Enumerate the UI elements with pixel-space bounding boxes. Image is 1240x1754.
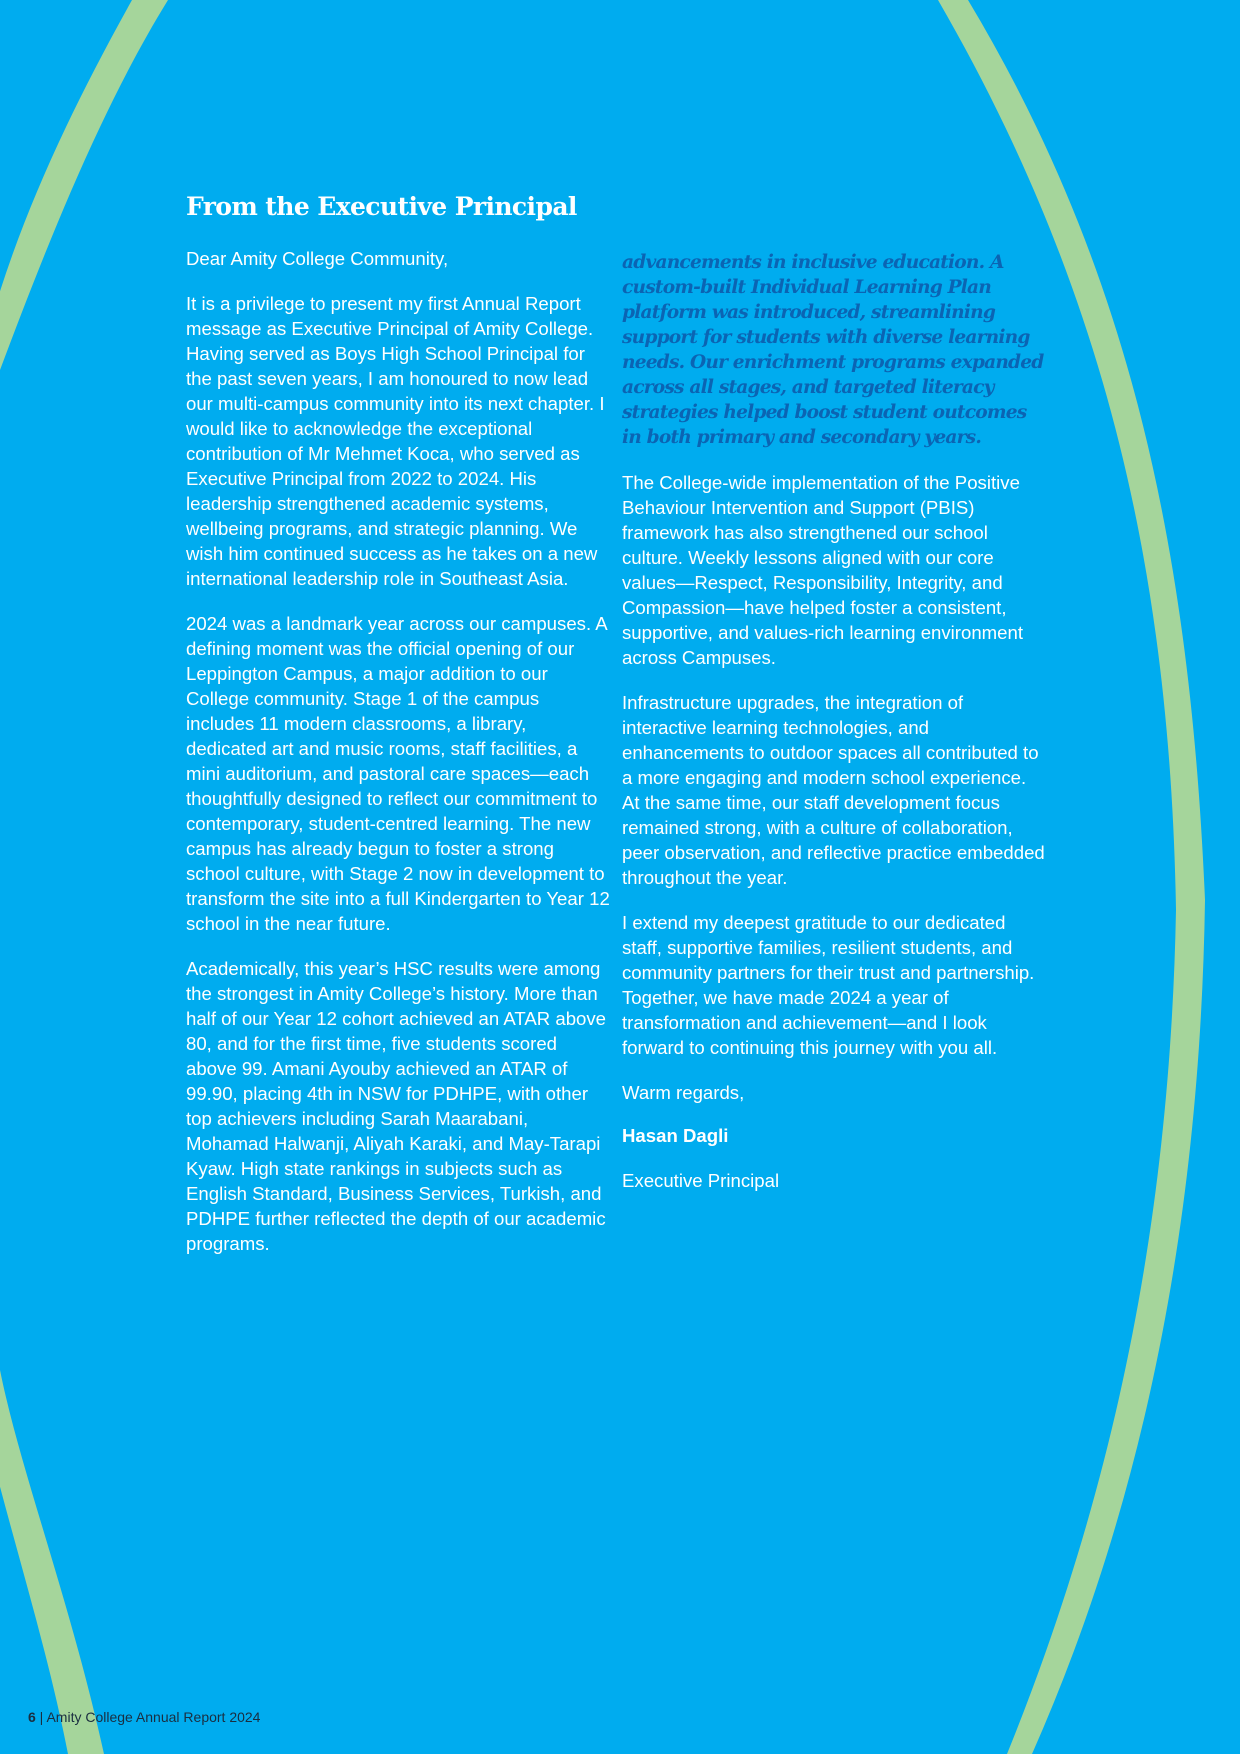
paragraph-leppington-campus: 2024 was a landmark year across our campuses. A defining moment was the official opening of our Leppington Campus, a major addition to our College community. Stage 1 of the campus includes 11 modern classrooms, a library, dedicated art and music rooms, staff facilities, a mini auditorium, and pastoral care spaces—each thoughtfully designed to reflect our commitment to contemporary, student-centred learning. The new campus has already begun to foster a strong school culture, with Stage 2 now in development to transform the site into a full Kindergarten to Year 12 school in the near future. xyxy=(186,613,610,934)
paragraph-pbis: The College-wide implementation of the Positive Behaviour Intervention and Support (PBIS) framework has also strengthened our school culture. Weekly lessons aligned with our core values—Respect, Responsibility, Integrity, and Compassion—have helped foster a consistent, supportive, and values-rich learning environment across Campuses. xyxy=(622,472,1024,668)
paragraph-gratitude: I extend my deepest gratitude to our dedicated staff, supportive families, resilient students, and community partners for their trust and partnership. Together, we have made 2024 a year of transformation and achievement—and I look forward to continuing this journey with you all. xyxy=(622,912,1035,1058)
page-title: From the Executive Principal xyxy=(186,192,577,221)
right-column xyxy=(622,250,1047,1213)
paragraph-hsc-results: Academically, this year’s HSC results were among the strongest in Amity College’s history. More than half of our Year 12 cohort achieved an ATAR above 80, and for the first time, five students scored above 99. Amani Ayouby achieved an ATAR of 99.90, placing 4th in NSW for PDHPE, with other top achievers including Sarah Maarabani, Mohamad Halwanji, Aliyah Karaki, and May-Tarapi Kyaw. High state rankings in subjects such as English Standard, Business Services, Turkish, and PDHPE further reflected the depth of our academic programs. xyxy=(186,958,607,1254)
paragraph-infrastructure: Infrastructure upgrades, the integration of interactive learning technologies, and enhancements to outdoor spaces all contributed to a more engaging and modern school experience. At the same time, our staff development focus remained strong, with a culture of collaboration, peer observation, and reflective practice embedded throughout the year. xyxy=(622,692,1045,888)
footer-publication-title: Amity College Annual Report 2024 xyxy=(46,1709,261,1725)
signatory-role: Executive Principal xyxy=(622,1170,780,1191)
pull-quote: advancements in inclusive education. A custom-built Individual Learning Plan platform was introduced, streamlining support for students with diverse learning needs. Our enrichment programs expanded across all stages, and targeted literacy strategies helped boost student outcomes in both primary and secondary years. xyxy=(622,252,1044,448)
signatory-name: Hasan Dagli xyxy=(622,1125,729,1146)
closing-line: Warm regards, xyxy=(622,1082,745,1103)
salutation: Dear Amity College Community, xyxy=(186,248,449,269)
left-column xyxy=(186,246,611,1276)
footer-separator: | xyxy=(35,1709,47,1725)
page-number: 6 xyxy=(28,1709,36,1725)
page-footer xyxy=(28,1709,260,1725)
paragraph-intro: It is a privilege to present my first Annual Report message as Executive Principal of Amity College. Having served as Boys High School Principal for the past seven years, I am honoured to now lead our multi-campus community into its next chapter. I would like to acknowledge the exceptional contribution of Mr Mehmet Koca, who served as Executive Principal from 2022 to 2024. His leadership strengthened academic systems, wellbeing programs, and strategic planning. We wish him continued success as he takes on a new international leadership role in Southeast Asia. xyxy=(186,293,605,589)
